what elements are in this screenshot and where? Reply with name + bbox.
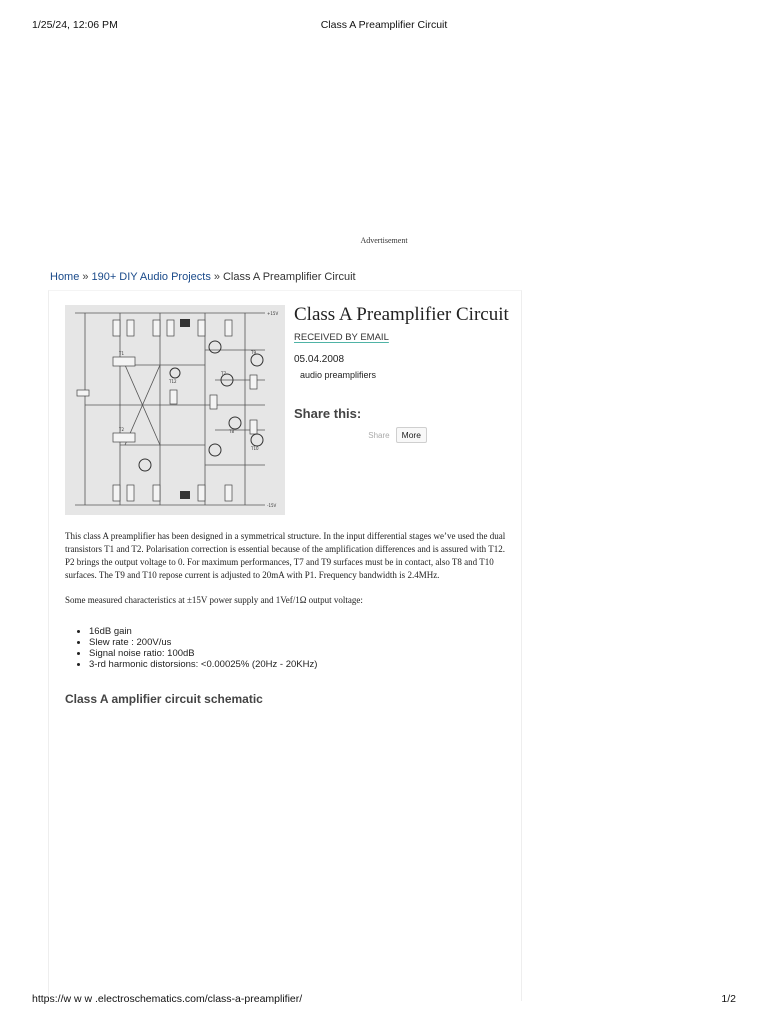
schematic-transistor-label: T12 bbox=[169, 379, 177, 384]
schematic-transistor-label: T9 bbox=[251, 350, 256, 355]
article-title: Class A Preamplifier Circuit bbox=[294, 304, 509, 325]
breadcrumb-separator: » bbox=[213, 271, 220, 283]
share-label: Share bbox=[368, 430, 390, 440]
circuit-schematic-image[interactable] bbox=[65, 305, 285, 515]
breadcrumb-home-link[interactable]: Home bbox=[50, 271, 80, 283]
breadcrumb-separator: » bbox=[82, 271, 89, 283]
spec-item: • Signal noise ratio: 100dB bbox=[89, 648, 529, 659]
schematic-transistor-label: T7 bbox=[221, 371, 226, 376]
article-paragraph: Some measured characteristics at ±15V power supply and 1Vef/1Ω output voltage: bbox=[65, 595, 363, 605]
spec-item: • 16dB gain bbox=[89, 626, 529, 637]
schematic-transistor-label: T1 bbox=[119, 351, 124, 356]
breadcrumb-category-link[interactable]: 190+ DIY Audio Projects bbox=[91, 271, 211, 283]
article-date: 05.04.2008 bbox=[294, 354, 345, 365]
spec-item: • Slew rate : 200V/us bbox=[89, 637, 529, 648]
breadcrumb-current: Class A Preamplifier Circuit bbox=[222, 271, 356, 283]
specs-list bbox=[65, 626, 529, 670]
schematic-transistor-label: T10 bbox=[251, 446, 259, 451]
section-heading: Class A amplifier circuit schematic bbox=[65, 692, 263, 706]
print-document-title: Class A Preamplifier Circuit bbox=[320, 19, 448, 31]
article-source-link[interactable]: RECEIVED BY EMAIL bbox=[294, 332, 389, 343]
schematic-transistor-label: T8 bbox=[229, 429, 234, 434]
advertisement-label: Advertisement bbox=[360, 236, 408, 245]
schematic-transistor-label: T2 bbox=[119, 427, 124, 432]
print-datetime: 1/25/24, 12:06 PM bbox=[32, 19, 118, 31]
article-category[interactable]: audio preamplifiers bbox=[300, 370, 377, 380]
share-more-button[interactable]: More bbox=[396, 427, 427, 443]
share-row bbox=[294, 427, 509, 443]
print-url: https://w w w .electroschematics.com/class-a-preamplifier/ bbox=[32, 993, 303, 1005]
schematic-rail-label: -15V bbox=[267, 503, 277, 508]
spec-item: • 3-rd harmonic distorsions: <0.00025% (20Hz - 20KHz) bbox=[89, 659, 529, 670]
schematic-drawing bbox=[65, 305, 285, 515]
schematic-rail-label: +15V bbox=[267, 311, 279, 316]
article-meta bbox=[294, 305, 509, 443]
share-heading: Share this: bbox=[294, 406, 362, 421]
breadcrumb bbox=[50, 271, 356, 283]
article-paragraph: This class A preamplifier has been designed in a symmetrical structure. In the input differential stages we’ve used the dual transistors T1 and T2. Polarisation correction is essential because of the amplification differences and is assured with T12. P2 brings the output voltage to 0. For maximum performances, T7 and T9 surfaces must be in contact, also T8 and T10 surfaces. The T9 and T10 repose current is adjusted to 20mA with P1. Frequency bandwidth is 2.4MHz. bbox=[65, 531, 506, 580]
print-page-number: 1/2 bbox=[721, 993, 736, 1005]
article-body bbox=[65, 530, 507, 619]
